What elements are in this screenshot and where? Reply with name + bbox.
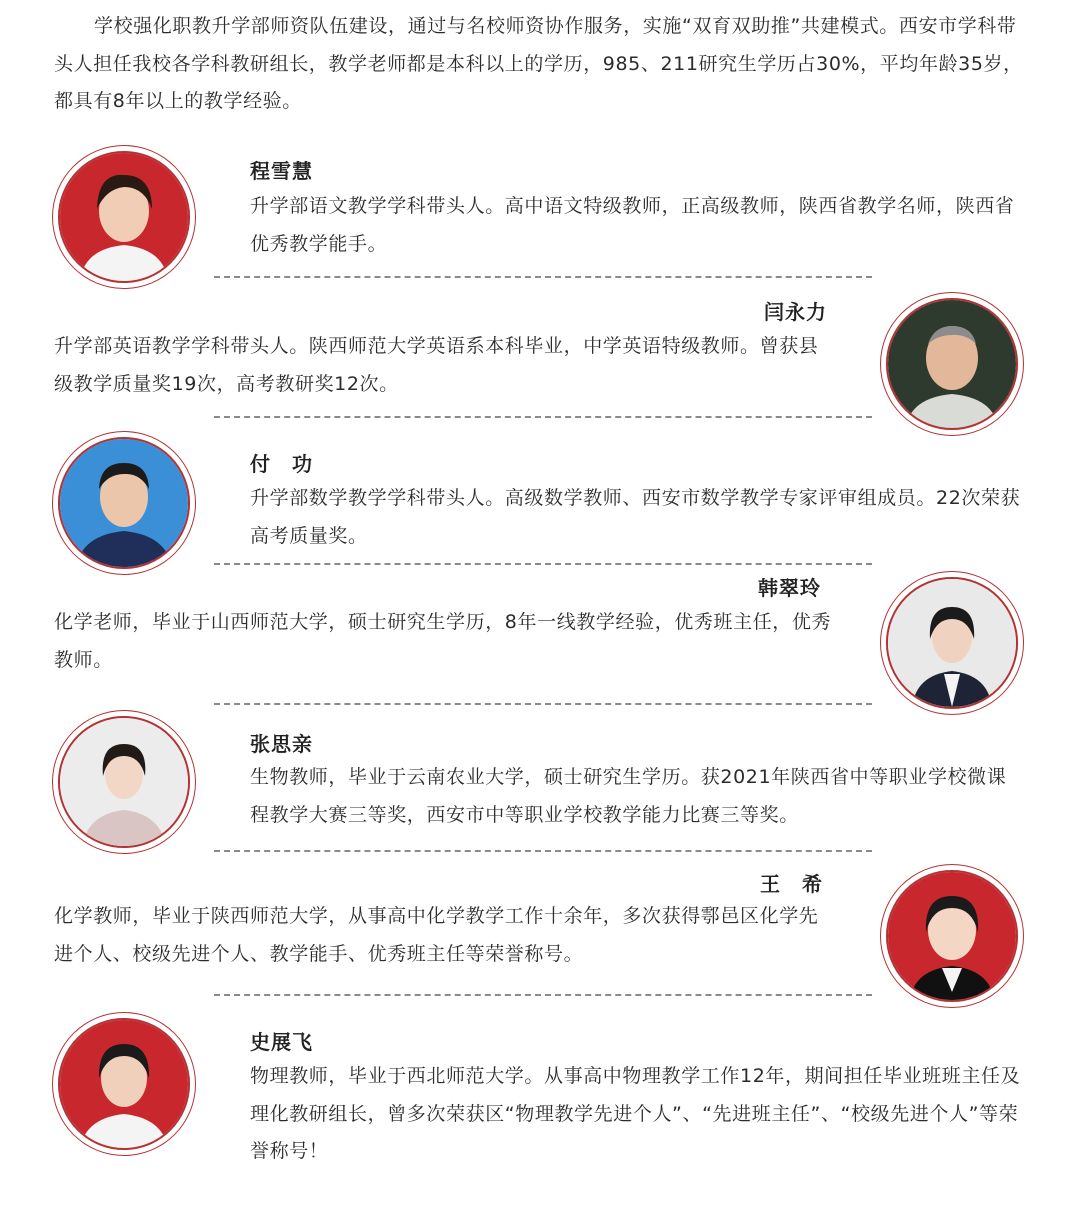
teacher-name-7: 史展飞 bbox=[250, 1030, 313, 1054]
teacher-desc-7: 物理教师，毕业于西北师范大学。从事高中物理教学工作12年，期间担任毕业班班主任及理化教研组长，曾多次荣获区“物理教学先进个人”、“先进班主任”、“校级先进个人”等荣誉称号！ bbox=[250, 1065, 1021, 1162]
teacher-photo-2 bbox=[886, 298, 1018, 430]
teacher-desc-5: 生物教师，毕业于云南农业大学，硕士研究生学历。获2021年陕西省中等职业学校微课程教学大赛三等奖，西安市中等职业学校教学能力比赛三等奖。 bbox=[250, 766, 1007, 826]
teacher-name-3: 付 功 bbox=[250, 452, 313, 476]
teacher-name-6: 王 希 bbox=[760, 872, 823, 896]
teacher-desc-1: 升学部语文教学学科带头人。高中语文特级教师，正高级教师，陕西省教学名师，陕西省优秀教学能手。 bbox=[250, 195, 1015, 255]
teacher-photo-7 bbox=[58, 1018, 190, 1150]
divider bbox=[214, 416, 872, 418]
teacher-photo-5 bbox=[58, 716, 190, 848]
teacher-photo-3 bbox=[58, 437, 190, 569]
divider bbox=[214, 563, 872, 565]
divider bbox=[214, 994, 872, 996]
divider bbox=[214, 703, 872, 705]
teacher-desc-6: 化学教师，毕业于陕西师范大学，从事高中化学教学工作十余年，多次获得鄠邑区化学先进个人、校级先进个人、教学能手、优秀班主任等荣誉称号。 bbox=[54, 905, 819, 965]
teacher-name-1: 程雪慧 bbox=[250, 159, 313, 183]
divider bbox=[214, 276, 872, 278]
teacher-photo-1 bbox=[58, 151, 190, 283]
teacher-desc-4: 化学老师，毕业于山西师范大学，硕士研究生学历，8年一线教学经验，优秀班主任，优秀教师。 bbox=[54, 611, 832, 671]
divider bbox=[214, 850, 872, 852]
teacher-desc-2: 升学部英语教学学科带头人。陕西师范大学英语系本科毕业，中学英语特级教师。曾获县级教学质量奖19次，高考教研奖12次。 bbox=[54, 335, 819, 395]
teacher-desc-3: 升学部数学教学学科带头人。高级数学教师、西安市数学教学专家评审组成员。22次荣获高考质量奖。 bbox=[250, 487, 1021, 547]
teacher-name-5: 张思亲 bbox=[250, 732, 313, 756]
intro-paragraph: 学校强化职教升学部师资队伍建设，通过与名校师资协作服务，实施“双育双助推”共建模式。西安市学科带头人担任我校各学科教研组长，教学老师都是本科以上的学历，985、211研究生学历占30%，平均年龄35岁，都具有8年以上的教学经验。 bbox=[54, 15, 1023, 112]
teacher-name-2: 闫永力 bbox=[764, 300, 827, 324]
teacher-name-4: 韩翠玲 bbox=[758, 576, 821, 600]
teacher-photo-6 bbox=[886, 870, 1018, 1002]
teacher-photo-4 bbox=[886, 577, 1018, 709]
